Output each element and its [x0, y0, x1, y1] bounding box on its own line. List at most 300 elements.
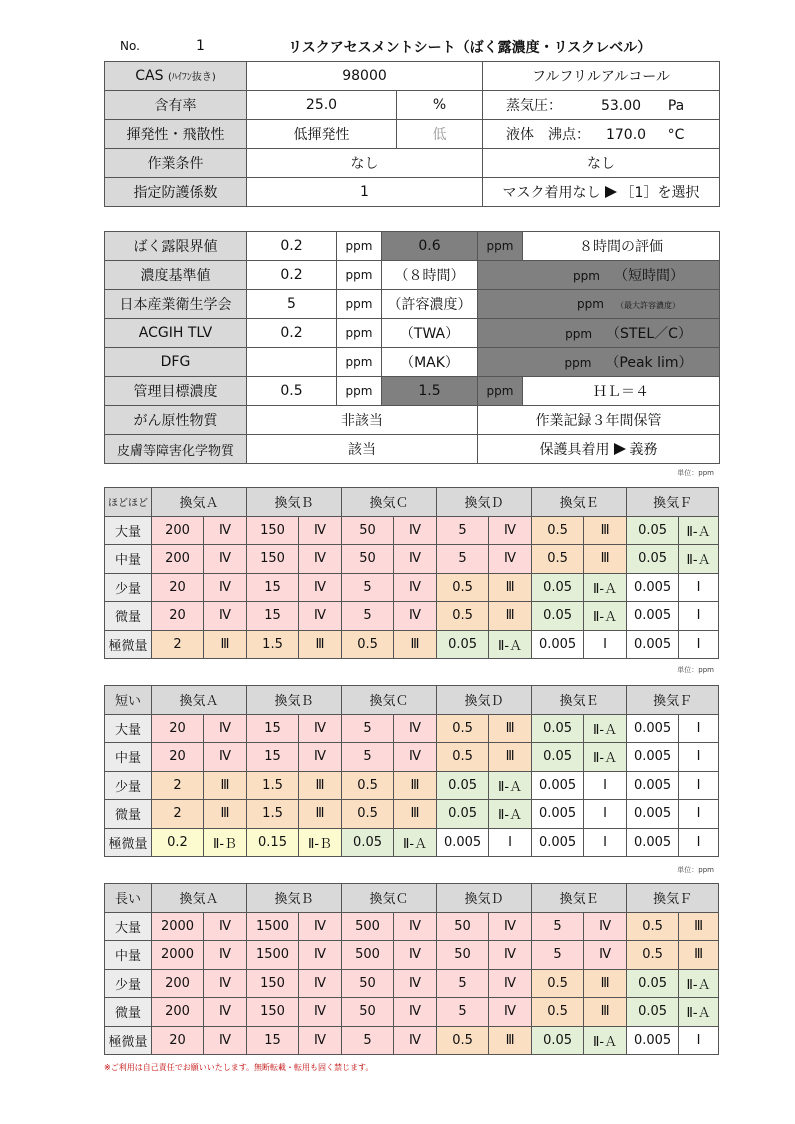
vent-header: 換気Ｃ	[342, 686, 437, 715]
number-value: 1	[196, 38, 205, 54]
concentration-value: 5	[342, 602, 394, 631]
risk-level: Ⅳ	[394, 602, 437, 631]
concentration-value: 0.05	[532, 1026, 584, 1055]
target-hl: ＨＬ＝４	[523, 377, 720, 406]
volatility-level: 低	[397, 120, 483, 149]
concentration-value: 20	[152, 714, 204, 743]
amount-label: 極微量	[105, 630, 152, 659]
vent-header: 換気Ｄ	[437, 488, 532, 517]
risk-level: Ⅱ-Ｂ	[299, 828, 342, 857]
concentration-value: 0.05	[627, 516, 679, 545]
concentration-value: 5	[532, 912, 584, 941]
concentration-value: 0.05	[532, 714, 584, 743]
concentration-value: 0.005	[627, 743, 679, 772]
content-value: 25.0	[247, 91, 397, 120]
risk-level: Ⅳ	[489, 941, 532, 970]
conc-row	[105, 261, 720, 290]
concentration-value: 200	[152, 516, 204, 545]
concentration-value: 0.5	[342, 630, 394, 659]
concentration-value: 0.5	[532, 969, 584, 998]
volatility-row	[105, 120, 720, 149]
concentration-value: 50	[342, 516, 394, 545]
amount-label: 極微量	[105, 1026, 152, 1055]
risk-table-moderate	[104, 487, 719, 659]
vent-header: 換気Ｅ	[532, 686, 627, 715]
risk-level: Ⅳ	[299, 602, 342, 631]
dfg-row	[105, 348, 720, 377]
concentration-value: 5	[342, 1026, 394, 1055]
risk-table-header-row	[105, 488, 719, 517]
dfg-tag-2: （Peak lim）	[605, 355, 693, 371]
work-label: 作業条件	[105, 149, 247, 178]
concentration-value: 5	[342, 573, 394, 602]
acgih-tag: （TWA）	[382, 319, 478, 348]
risk-level: Ⅲ	[584, 545, 627, 574]
concentration-value: 500	[342, 941, 394, 970]
vent-header: 換気Ａ	[152, 488, 247, 517]
risk-level: Ⅲ	[489, 573, 532, 602]
risk-level: Ⅳ	[299, 969, 342, 998]
work-value: なし	[247, 149, 483, 178]
risk-level: Ⅱ-Ａ	[584, 573, 627, 602]
risk-level: Ⅳ	[204, 602, 247, 631]
risk-level: Ⅰ	[584, 630, 627, 659]
cas-value: 98000	[247, 62, 483, 91]
risk-level: Ⅰ	[679, 800, 719, 829]
jsoh-label: 日本産業衛生学会	[105, 290, 247, 319]
concentration-value: 15	[247, 573, 299, 602]
concentration-value: 15	[247, 602, 299, 631]
jsoh-tag: （許容濃度）	[382, 290, 478, 319]
boil-cell	[483, 120, 720, 149]
vapor-unit: Pa	[667, 98, 685, 114]
risk-level: Ⅳ	[394, 941, 437, 970]
unit-note: 単位：ppm	[677, 469, 714, 477]
cas-label-cell	[105, 62, 247, 91]
risk-level: Ⅱ-Ｂ	[204, 828, 247, 857]
jsoh-unit: ppm	[337, 290, 382, 319]
risk-level: Ⅳ	[394, 1026, 437, 1055]
protection-label: 指定防護係数	[105, 178, 247, 207]
risk-level: Ⅳ	[204, 516, 247, 545]
risk-level: Ⅳ	[394, 743, 437, 772]
risk-level: Ⅱ-Ａ	[679, 969, 719, 998]
concentration-value: 20	[152, 1026, 204, 1055]
concentration-value: 50	[342, 969, 394, 998]
risk-level: Ⅰ	[679, 743, 719, 772]
concentration-value: 0.15	[247, 828, 299, 857]
concentration-value: 500	[342, 912, 394, 941]
conc-tag-2: （短時間）	[613, 268, 684, 284]
exposure-row	[105, 232, 720, 261]
dfg-unit: ppm	[337, 348, 382, 377]
table-row	[105, 998, 719, 1027]
risk-level: Ⅰ	[679, 630, 719, 659]
cas-sub-label: (ﾊｲﾌﾝ抜き)	[167, 72, 216, 83]
vent-header: 換気Ｅ	[532, 884, 627, 913]
concentration-value: 200	[152, 969, 204, 998]
risk-level: Ⅳ	[204, 969, 247, 998]
risk-level: Ⅲ	[394, 630, 437, 659]
risk-level: Ⅳ	[584, 912, 627, 941]
exposure-value: 0.2	[247, 232, 337, 261]
protection-note-text: マスク着用なし	[502, 185, 601, 201]
dfg-value	[247, 348, 337, 377]
risk-level: Ⅲ	[489, 602, 532, 631]
table-row	[105, 602, 719, 631]
risk-level: Ⅲ	[394, 800, 437, 829]
sheet-title: リスクアセスメントシート（ばく露濃度・リスクレベル）	[288, 40, 652, 56]
concentration-value: 1.5	[247, 630, 299, 659]
concentration-value: 0.005	[532, 800, 584, 829]
risk-level: Ⅱ-Ａ	[679, 516, 719, 545]
duration-label: ほどほど	[105, 488, 152, 517]
risk-level: Ⅱ-Ａ	[489, 800, 532, 829]
risk-level: Ⅱ-Ａ	[679, 998, 719, 1027]
concentration-value: 2	[152, 630, 204, 659]
table-row	[105, 714, 719, 743]
skin-note-obligation: 義務	[629, 442, 658, 458]
jsoh-max-cell	[478, 290, 720, 319]
work-row	[105, 149, 720, 178]
risk-level: Ⅳ	[394, 573, 437, 602]
amount-label: 微量	[105, 800, 152, 829]
duration-label: 長い	[105, 884, 152, 913]
volatility-value: 低揮発性	[247, 120, 397, 149]
concentration-value: 0.05	[532, 602, 584, 631]
carcinogen-note: 作業記録３年間保管	[478, 406, 720, 435]
risk-level: Ⅰ	[584, 828, 627, 857]
amount-label: 大量	[105, 714, 152, 743]
concentration-value: 150	[247, 516, 299, 545]
risk-level: Ⅲ	[489, 743, 532, 772]
concentration-value: 0.5	[532, 516, 584, 545]
risk-level: Ⅳ	[204, 743, 247, 772]
jsoh-tag-2: （最大許容濃度）	[615, 301, 680, 310]
acgih-label: ACGIH TLV	[105, 319, 247, 348]
unit-note: 単位：ppm	[677, 666, 714, 674]
concentration-value: 1500	[247, 912, 299, 941]
boil-unit: °C	[667, 127, 685, 143]
risk-level: Ⅱ-Ａ	[489, 630, 532, 659]
concentration-value: 0.05	[532, 573, 584, 602]
risk-level: Ⅳ	[394, 969, 437, 998]
concentration-value: 200	[152, 545, 204, 574]
risk-level: Ⅳ	[299, 743, 342, 772]
risk-table-long	[104, 883, 719, 1055]
table-row	[105, 743, 719, 772]
table-row	[105, 516, 719, 545]
dfg-peak-cell	[478, 348, 720, 377]
content-unit: %	[397, 91, 483, 120]
concentration-value: 1.5	[247, 771, 299, 800]
risk-level: Ⅲ	[489, 1026, 532, 1055]
concentration-value: 5	[532, 941, 584, 970]
concentration-value: 0.005	[627, 602, 679, 631]
concentration-value: 20	[152, 743, 204, 772]
risk-level: Ⅳ	[394, 714, 437, 743]
risk-level: Ⅳ	[489, 969, 532, 998]
vent-header: 換気Ｄ	[437, 884, 532, 913]
cas-label: CAS	[135, 68, 164, 84]
concentration-value: 0.005	[627, 630, 679, 659]
acgih-unit-2: ppm	[565, 327, 593, 341]
risk-level: Ⅲ	[394, 771, 437, 800]
risk-level: Ⅳ	[489, 912, 532, 941]
conc-value: 0.2	[247, 261, 337, 290]
risk-level: Ⅰ	[679, 602, 719, 631]
risk-level: Ⅲ	[204, 800, 247, 829]
skin-row	[105, 435, 720, 464]
vapor-value: 53.00	[600, 98, 642, 114]
risk-table-header-row	[105, 686, 719, 715]
concentration-value: 5	[437, 969, 489, 998]
cas-row	[105, 62, 720, 91]
amount-label: 微量	[105, 998, 152, 1027]
risk-level: Ⅳ	[204, 545, 247, 574]
concentration-value: 50	[342, 545, 394, 574]
amount-label: 少量	[105, 969, 152, 998]
concentration-value: 2000	[152, 912, 204, 941]
vent-header: 換気Ｂ	[247, 686, 342, 715]
concentration-value: 0.005	[437, 828, 489, 857]
concentration-value: 0.005	[532, 828, 584, 857]
risk-level: Ⅲ	[679, 941, 719, 970]
risk-level: Ⅰ	[679, 714, 719, 743]
substance-info-table	[104, 61, 720, 207]
acgih-row	[105, 319, 720, 348]
table-row	[105, 573, 719, 602]
acgih-value: 0.2	[247, 319, 337, 348]
risk-level: Ⅳ	[299, 714, 342, 743]
risk-level: Ⅰ	[679, 828, 719, 857]
amount-label: 少量	[105, 771, 152, 800]
vent-header: 換気Ｆ	[627, 686, 719, 715]
exposure-label: ばく露限界値	[105, 232, 247, 261]
concentration-value: 0.05	[437, 771, 489, 800]
risk-level: Ⅳ	[204, 714, 247, 743]
concentration-value: 0.5	[437, 714, 489, 743]
concentration-value: 0.05	[342, 828, 394, 857]
exposure-unit: ppm	[337, 232, 382, 261]
risk-level: Ⅱ-Ａ	[394, 828, 437, 857]
risk-level: Ⅲ	[299, 630, 342, 659]
table-row	[105, 771, 719, 800]
dfg-label: DFG	[105, 348, 247, 377]
concentration-value: 5	[342, 714, 394, 743]
amount-label: 中量	[105, 743, 152, 772]
risk-level: Ⅰ	[584, 800, 627, 829]
risk-level: Ⅱ-Ａ	[679, 545, 719, 574]
concentration-value: 0.5	[437, 1026, 489, 1055]
amount-label: 微量	[105, 602, 152, 631]
concentration-value: 50	[342, 998, 394, 1027]
dfg-unit-2: ppm	[564, 356, 592, 370]
concentration-value: 0.5	[342, 800, 394, 829]
skin-label: 皮膚等障害化学物質	[105, 435, 247, 464]
risk-table-header-row	[105, 884, 719, 913]
concentration-value: 0.5	[437, 573, 489, 602]
risk-level: Ⅳ	[394, 998, 437, 1027]
protection-note-select: ［1］を選択	[620, 185, 700, 201]
risk-level: Ⅲ	[299, 800, 342, 829]
conc-tag: （８時間）	[382, 261, 478, 290]
risk-level: Ⅳ	[299, 573, 342, 602]
risk-table-short	[104, 685, 719, 857]
vapor-cell	[483, 91, 720, 120]
protection-note	[483, 178, 720, 207]
footer-disclaimer: ※ご利用は自己責任でお願いいたします。無断転載・転用も固く禁じます。	[104, 1063, 374, 1072]
concentration-value: 0.5	[437, 743, 489, 772]
concentration-value: 0.005	[627, 714, 679, 743]
boil-value: 170.0	[605, 127, 647, 143]
concentration-value: 0.05	[437, 800, 489, 829]
concentration-value: 0.5	[627, 912, 679, 941]
concentration-value: 2000	[152, 941, 204, 970]
carcinogen-row	[105, 406, 720, 435]
concentration-value: 0.05	[532, 743, 584, 772]
jsoh-row	[105, 290, 720, 319]
risk-level: Ⅳ	[394, 912, 437, 941]
content-label: 含有率	[105, 91, 247, 120]
amount-label: 中量	[105, 545, 152, 574]
protection-row	[105, 178, 720, 207]
concentration-value: 0.5	[627, 941, 679, 970]
risk-level: Ⅰ	[679, 1026, 719, 1055]
risk-level: Ⅲ	[679, 912, 719, 941]
risk-level: Ⅳ	[204, 998, 247, 1027]
concentration-value: 15	[247, 743, 299, 772]
table-row	[105, 941, 719, 970]
table-row	[105, 630, 719, 659]
risk-level: Ⅳ	[204, 573, 247, 602]
target-value-2: 1.5	[382, 377, 478, 406]
exposure-unit-2: ppm	[478, 232, 523, 261]
amount-label: 大量	[105, 516, 152, 545]
concentration-value: 150	[247, 998, 299, 1027]
arrow-right-icon	[605, 186, 617, 198]
concentration-value: 0.5	[532, 545, 584, 574]
risk-level: Ⅲ	[299, 771, 342, 800]
risk-level: Ⅲ	[204, 630, 247, 659]
concentration-value: 2	[152, 800, 204, 829]
table-row	[105, 828, 719, 857]
protection-value: 1	[247, 178, 483, 207]
risk-level: Ⅱ-Ａ	[584, 714, 627, 743]
risk-level: Ⅳ	[299, 545, 342, 574]
acgih-stel-cell	[478, 319, 720, 348]
risk-level: Ⅳ	[394, 545, 437, 574]
concentration-value: 0.5	[437, 602, 489, 631]
risk-level: Ⅳ	[489, 516, 532, 545]
vent-header: 換気Ｃ	[342, 488, 437, 517]
vent-header: 換気Ｆ	[627, 884, 719, 913]
concentration-value: 0.005	[532, 771, 584, 800]
risk-level: Ⅲ	[204, 771, 247, 800]
exposure-eval: ８時間の評価	[523, 232, 720, 261]
exposure-limits-table	[104, 231, 720, 464]
amount-label: 極微量	[105, 828, 152, 857]
concentration-value: 150	[247, 545, 299, 574]
conc-unit: ppm	[337, 261, 382, 290]
vent-header: 換気Ｄ	[437, 686, 532, 715]
concentration-value: 0.5	[342, 771, 394, 800]
concentration-value: 2	[152, 771, 204, 800]
risk-level: Ⅳ	[299, 998, 342, 1027]
risk-level: Ⅱ-Ａ	[584, 1026, 627, 1055]
content-row	[105, 91, 720, 120]
vent-header: 換気Ｂ	[247, 488, 342, 517]
risk-level: Ⅳ	[394, 516, 437, 545]
conc-unit-2: ppm	[573, 269, 600, 283]
risk-level: Ⅱ-Ａ	[489, 771, 532, 800]
risk-level: Ⅲ	[584, 998, 627, 1027]
vent-header: 換気Ｅ	[532, 488, 627, 517]
risk-level: Ⅳ	[299, 516, 342, 545]
risk-level: Ⅳ	[299, 912, 342, 941]
skin-value: 該当	[247, 435, 478, 464]
concentration-value: 0.5	[532, 998, 584, 1027]
concentration-value: 150	[247, 969, 299, 998]
concentration-value: 20	[152, 602, 204, 631]
risk-level: Ⅳ	[489, 998, 532, 1027]
risk-level: Ⅱ-Ａ	[584, 602, 627, 631]
vent-header: 換気Ａ	[152, 686, 247, 715]
concentration-value: 0.05	[627, 969, 679, 998]
concentration-value: 50	[437, 941, 489, 970]
number-label: No.	[120, 39, 140, 53]
vent-header: 換気Ａ	[152, 884, 247, 913]
volatility-label: 揮発性・飛散性	[105, 120, 247, 149]
conc-short-cell	[478, 261, 720, 290]
risk-level: Ⅳ	[489, 545, 532, 574]
vent-header: 換気Ｂ	[247, 884, 342, 913]
risk-level: Ⅲ	[584, 969, 627, 998]
target-label: 管理目標濃度	[105, 377, 247, 406]
duration-label: 短い	[105, 686, 152, 715]
target-row	[105, 377, 720, 406]
acgih-unit: ppm	[337, 319, 382, 348]
concentration-value: 0.005	[532, 630, 584, 659]
risk-level: Ⅰ	[679, 573, 719, 602]
amount-label: 大量	[105, 912, 152, 941]
risk-level: Ⅳ	[584, 941, 627, 970]
target-unit: ppm	[337, 377, 382, 406]
concentration-value: 0.05	[627, 998, 679, 1027]
work-value-2: なし	[483, 149, 720, 178]
vapor-label: 蒸気圧：	[506, 98, 563, 114]
concentration-value: 0.005	[627, 800, 679, 829]
concentration-value: 0.05	[437, 630, 489, 659]
table-row	[105, 545, 719, 574]
acgih-tag-2: （STEL／C）	[606, 326, 692, 342]
risk-level: Ⅲ	[489, 714, 532, 743]
boil-label: 液体 沸点：	[506, 127, 591, 143]
table-row	[105, 969, 719, 998]
vent-header: 換気Ｃ	[342, 884, 437, 913]
dfg-tag: （MAK）	[382, 348, 478, 377]
concentration-value: 0.2	[152, 828, 204, 857]
concentration-value: 0.005	[627, 828, 679, 857]
concentration-value: 5	[437, 545, 489, 574]
concentration-value: 15	[247, 714, 299, 743]
concentration-value: 5	[342, 743, 394, 772]
unit-note: 単位：ppm	[677, 866, 714, 874]
amount-label: 少量	[105, 573, 152, 602]
risk-level: Ⅳ	[204, 912, 247, 941]
concentration-value: 15	[247, 1026, 299, 1055]
target-value: 0.5	[247, 377, 337, 406]
